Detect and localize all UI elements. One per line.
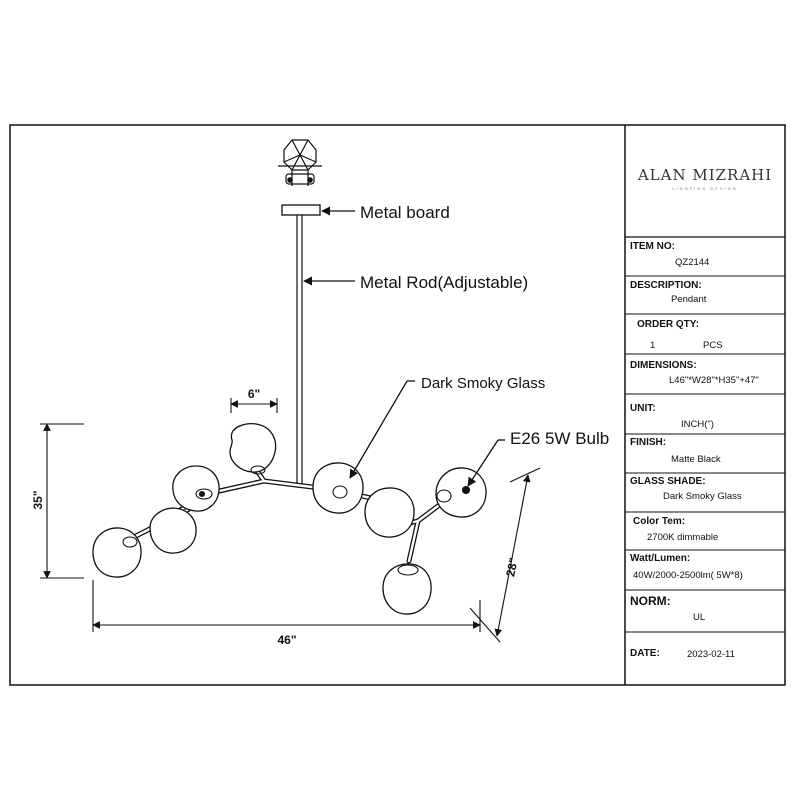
spec-value: 2023-02-11 — [687, 649, 735, 660]
callout-glass: Dark Smoky Glass — [421, 375, 546, 392]
spec-value: L46"*W28"*H35"+47" — [669, 375, 759, 386]
dim-height: 35" — [31, 490, 45, 510]
callout-metal-board: Metal board — [360, 203, 450, 222]
spec-label: Watt/Lumen: — [630, 553, 691, 564]
dim-length: 46" — [277, 633, 297, 647]
spec-value: INCH(") — [681, 419, 714, 430]
spec-unit: PCS — [703, 340, 723, 351]
callout-metal-rod: Metal Rod(Adjustable) — [360, 273, 529, 292]
spec-value: 1 — [650, 340, 656, 351]
dim-depth: 28" — [503, 556, 521, 578]
spec-label: NORM: — [630, 594, 671, 608]
brand-logo — [630, 166, 780, 191]
spec-label: GLASS SHADE: — [630, 476, 706, 487]
metal-rod — [297, 215, 302, 487]
spec-value: 40W/2000-2500lm( 5W*8) — [633, 570, 743, 581]
spec-label: DATE: — [630, 648, 660, 659]
dim-shade-width: 6" — [247, 387, 261, 401]
spec-label: ORDER QTY: — [637, 319, 700, 330]
spec-value: UL — [693, 612, 706, 623]
spec-label: DESCRIPTION: — [630, 280, 702, 291]
spec-value: 2700K dimmable — [647, 532, 719, 543]
spec-label: ITEM NO: — [630, 241, 675, 252]
metal-board — [282, 205, 320, 215]
spec-label: UNIT: — [630, 403, 656, 414]
spec-value: QZ2144 — [675, 257, 710, 268]
spec-label: FINISH: — [630, 437, 667, 448]
brand-tagline: LIGHTING DESIGN — [672, 186, 738, 191]
dimension-lines — [40, 398, 540, 642]
ceiling-mount — [278, 140, 322, 186]
spec-value: Pendant — [671, 294, 707, 305]
spec-label: DIMENSIONS: — [630, 360, 697, 371]
callout-bulb: E26 5W Bulb — [510, 429, 610, 448]
spec-value: Dark Smoky Glass — [663, 491, 742, 502]
spec-label: Color Tem: — [633, 516, 686, 527]
callout-leaders — [304, 211, 505, 486]
spec-value: Matte Black — [671, 454, 721, 465]
glass-shades — [93, 424, 486, 614]
brand-name: ALAN MIZRAHI — [637, 166, 773, 184]
